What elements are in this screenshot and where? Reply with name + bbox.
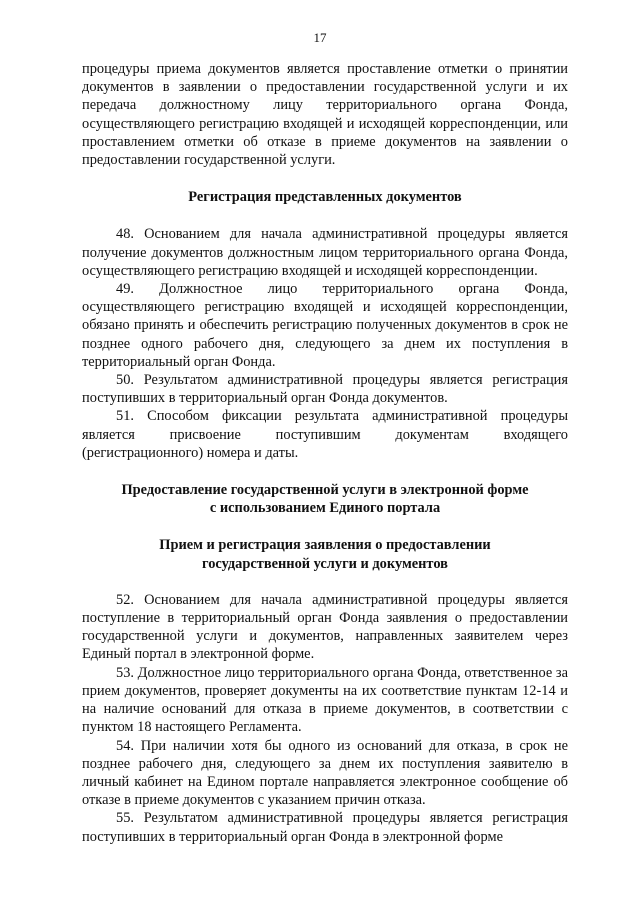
document-body [82, 60, 568, 846]
heading-line: государственной услуги и документов [202, 555, 448, 572]
paragraph-48: 48. Основанием для начала административной процедуры является получение документов должностным лицом территориального органа Фонда, осуществляющего регистрацию входящей и исходящей корреспонденции. [82, 226, 568, 279]
heading-reception [82, 536, 568, 572]
paragraph-49: 49. Должностное лицо территориального органа Фонда, осуществляющего регистрацию входящей и исходящей корреспонденции, обязано принять и обеспечить регистрацию полученных документов в срок не позднее одного рабочего дня, следующего за днем их поступления в территориальный орган Фонда. [82, 281, 568, 370]
heading-line: Прием и регистрация заявления о предоставлении [159, 537, 491, 554]
heading-registration: Регистрация представленных документов [188, 189, 462, 206]
paragraph-53: 53. Должностное лицо территориального органа Фонда, ответственное за прием документов, проверяет документы на их соответствие пунктам 12-14 и на наличие оснований для отказа в приеме документов, в соответствии с пунктом 18 настоящего Регламента. [82, 664, 568, 736]
paragraph-51: 51. Способом фиксации результата административной процедуры является присвоение поступившим документам входящего (регистрационного) номера и даты. [82, 408, 568, 461]
paragraph-55: 55. Результатом административной процедуры является регистрация поступивших в территориальный орган Фонда в электронной форме [82, 810, 568, 845]
paragraph-50: 50. Результатом административной процедуры является регистрация поступивших в территориальный орган Фонда документов. [82, 372, 568, 407]
heading-line: с использованием Единого портала [209, 500, 441, 517]
paragraph-54: 54. При наличии хотя бы одного из оснований для отказа, в срок не позднее рабочего дня, следующего за днем их поступления заявителю в личный кабинет на Едином портале направляется электронное сообщение об отказе в приеме документов с указанием причин отказа. [82, 737, 568, 809]
heading-electronic-form [82, 481, 568, 517]
paragraph-intro: процедуры приема документов является проставление отметки о принятии документов в заявлении о предоставлении государственной услуги и их передача должностному лицу территориального органа Фонда, осуществляющего регистрацию входящей и исходящей корреспонденции, или проставлением отметки об отказе в приеме документов на заявлении о предоставлении государственной услуги. [82, 61, 568, 169]
paragraph-52: 52. Основанием для начала административной процедуры является поступление в территориальный орган Фонда заявления о предоставлении государственной услуги и документов, направленных заявителем через Единый портал в электронной форме. [82, 591, 568, 663]
page-number: 17 [313, 30, 327, 45]
heading-line: Предоставление государственной услуги в электронной форме [121, 482, 529, 499]
